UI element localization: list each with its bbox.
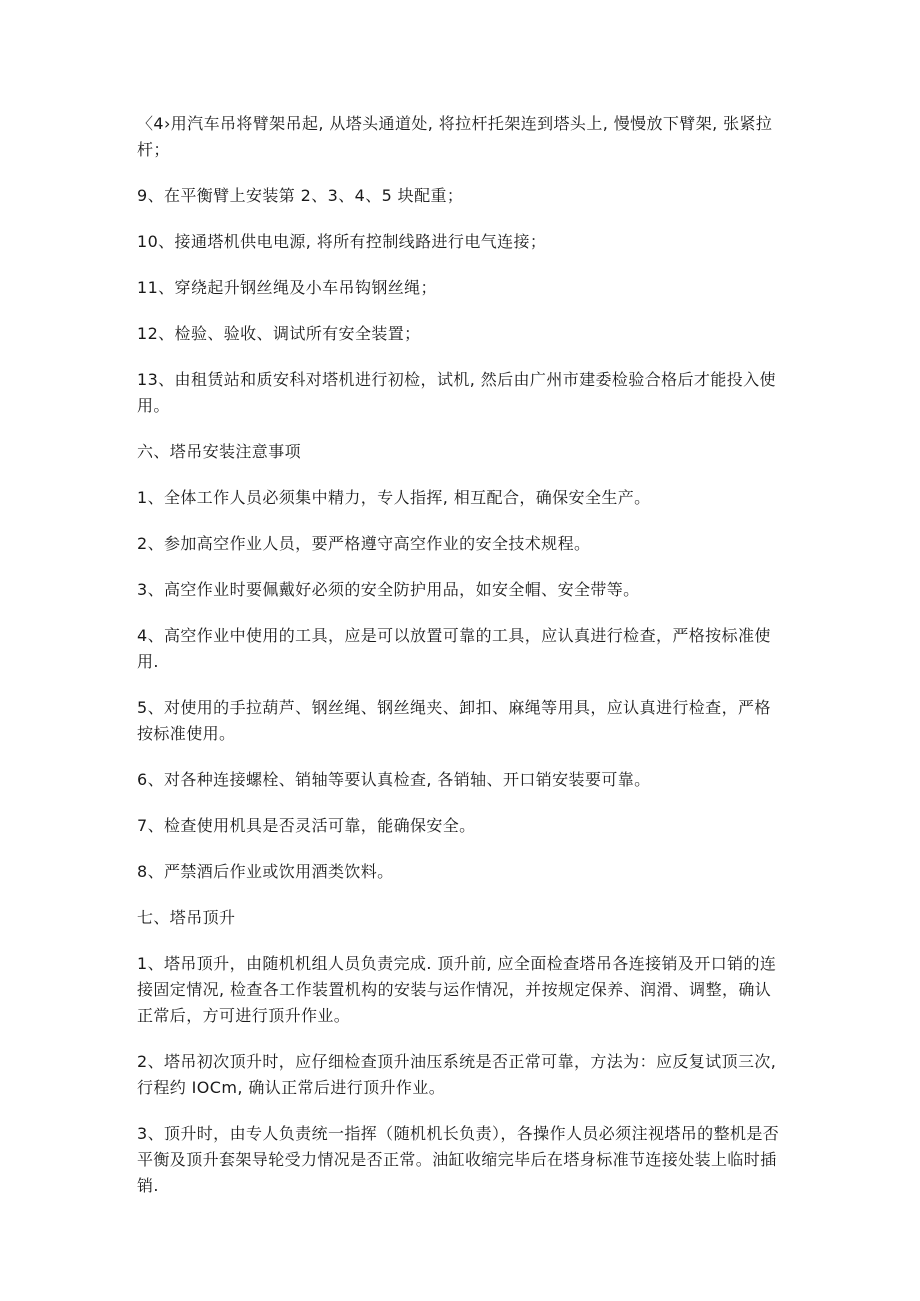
paragraph-notice-4: 4、高空作业中使用的工具，应是可以放置可靠的工具，应认真进行检查，严格按标准使用. — [137, 626, 771, 671]
section-heading-7: 七、塔吊顶升 — [137, 908, 236, 927]
paragraph-notice-5: 5、对使用的手拉葫芦、钢丝绳、钢丝绳夹、卸扣、麻绳等用具，应认真进行检查，严格按标准使用。 — [137, 698, 771, 743]
paragraph-notice-3: 3、高空作业时要佩戴好必须的安全防护用品，如安全帽、安全带等。 — [137, 580, 640, 599]
paragraph-climb-2: 2、塔吊初次顶升时，应仔细检查顶升油压系统是否正常可靠，方法为：应反复试顶三次, 行程约 IOCm, 确认正常后进行顶升作业。 — [137, 1052, 777, 1097]
section-heading-6: 六、塔吊安装注意事项 — [137, 442, 302, 461]
paragraph-climb-1: 1、塔吊顶升，由随机机组人员负责完成. 顶升前, 应全面检查塔吊各连接销及开口销的连接固定情况, 检查各工作装置机构的安装与运作情况，并按规定保养、润滑、调整，确认正常后，方可进行顶升作业。 — [137, 954, 777, 1025]
paragraph-step-11: 11、穿绕起升钢丝绳及小车吊钩钢丝绳； — [137, 278, 437, 297]
paragraph-notice-2: 2、参加高空作业人员，要严格遵守高空作业的安全技术规程。 — [137, 534, 591, 553]
paragraph-notice-8: 8、严禁酒后作业或饮用酒类饮料。 — [137, 862, 394, 881]
paragraph-notice-1: 1、全体工作人员必须集中精力，专人指挥, 相互配合，确保安全生产。 — [137, 488, 651, 507]
paragraph-climb-3: 3、顶升时，由专人负责统一指挥（随机机长负责），各操作人员必须注视塔吊的整机是否平衡及顶升套架导轮受力情况是否正常。油缸收缩完毕后在塔身标准节连接处装上临时插销. — [137, 1124, 780, 1195]
paragraph-step-4-boom: 〈4›用汽车吊将臂架吊起, 从塔头通道处, 将拉杆托架连到塔头上, 慢慢放下臂架, 张紧拉杆； — [137, 114, 773, 159]
paragraph-step-13: 13、由租赁站和质安科对塔机进行初检，试机, 然后由广州市建委检验合格后才能投入使用。 — [137, 370, 776, 415]
document-page — [137, 111, 787, 1199]
paragraph-step-10: 10、接通塔机供电电源, 将所有控制线路进行电气连接； — [137, 232, 547, 251]
paragraph-notice-7: 7、检查使用机具是否灵活可靠，能确保安全。 — [137, 816, 476, 835]
paragraph-notice-6: 6、对各种连接螺栓、销轴等要认真检查, 各销轴、开口销安装要可靠。 — [137, 770, 651, 789]
paragraph-step-12: 12、检验、验收、调试所有安全装置； — [137, 324, 421, 343]
paragraph-step-9: 9、在平衡臂上安装第 2、3、4、5 块配重； — [137, 186, 464, 205]
